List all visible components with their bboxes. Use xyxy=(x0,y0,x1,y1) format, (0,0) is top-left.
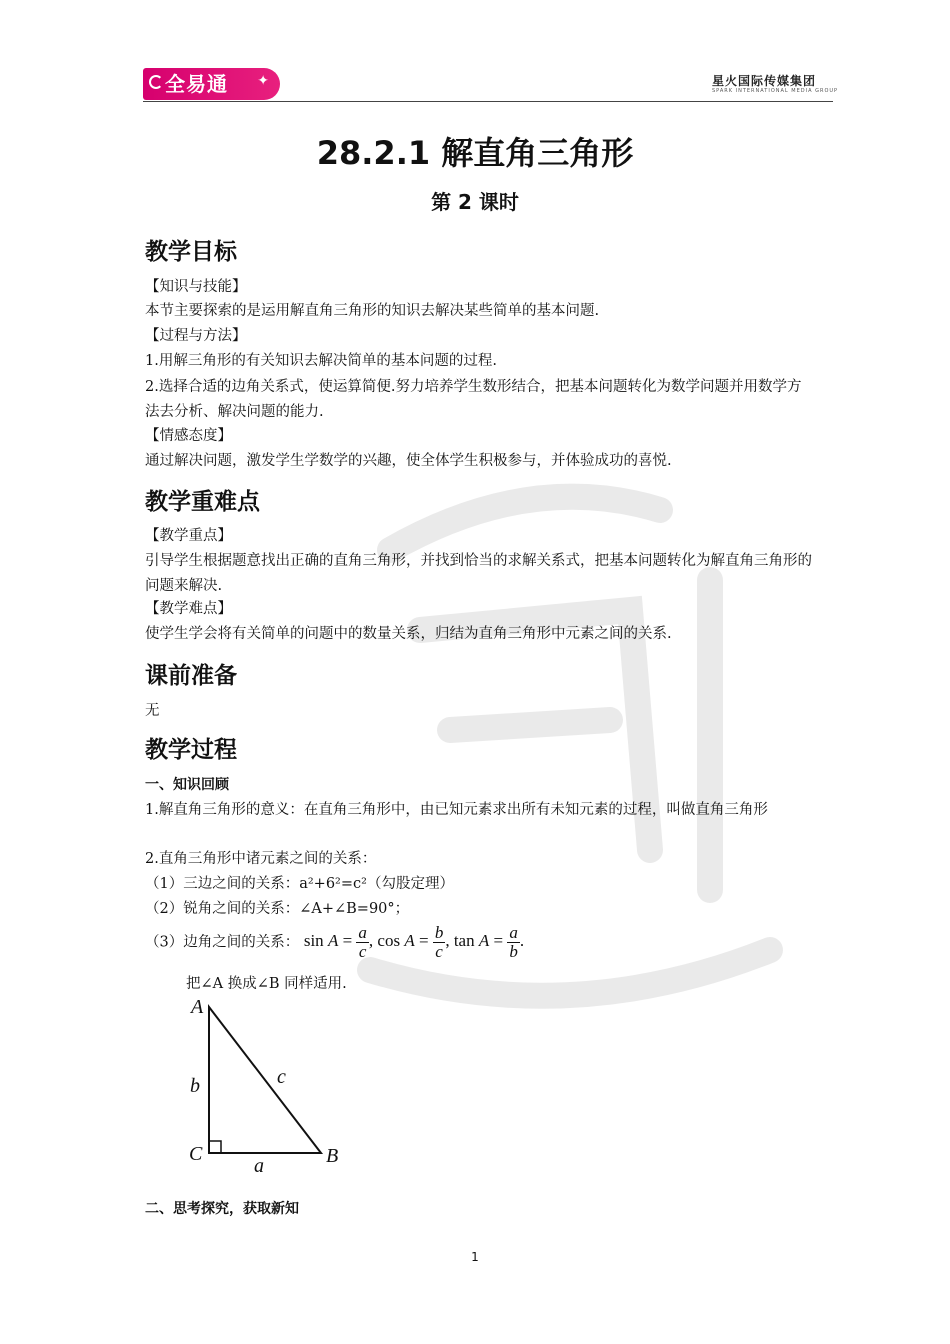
part1-title: 一、知识回顾 xyxy=(145,777,229,793)
knowledge-label: 【知识与技能】 xyxy=(145,279,247,295)
triangle-outline xyxy=(209,1007,321,1153)
process-item-1: 1.用解三角形的有关知识去解决简单的基本问题的过程. xyxy=(145,353,497,369)
section-heading-goals: 教学目标 xyxy=(145,239,237,265)
relation-angles: （2）锐角之间的关系：∠A+∠B=90°； xyxy=(145,901,410,917)
vertex-c-label: C xyxy=(189,1143,203,1165)
side-a-label: a xyxy=(254,1155,264,1175)
page-title: 28.2.1 解直角三角形 xyxy=(316,134,634,172)
relation-side-angle-label: （3）边角之间的关系： xyxy=(145,934,300,951)
recall-item-1: 1.解直角三角形的意义：在直角三角形中，由已知元素求出所有未知元素的过程，叫做直角三角形 xyxy=(145,802,768,818)
right-angle-mark xyxy=(209,1141,221,1153)
formula-note: 把∠A 换成∠B 同样适用. xyxy=(186,976,347,992)
brand-name-en: SPARK INTERNATIONAL MEDIA GROUP xyxy=(712,88,839,94)
sin-formula: sin A = $\frac{a}{c}$ , xyxy=(303,923,378,961)
difficulty-label: 【教学难点】 xyxy=(145,601,232,617)
process-label: 【过程与方法】 xyxy=(145,328,247,344)
page-subtitle: 第 2 课时 xyxy=(431,190,519,214)
side-c-label: c xyxy=(277,1066,286,1088)
emotion-label: 【情感态度】 xyxy=(145,428,232,444)
section-heading-process: 教学过程 xyxy=(145,737,237,763)
right-triangle-figure xyxy=(180,995,350,1175)
logo xyxy=(143,68,280,100)
cos-formula: cos A = $\frac{b}{c}$ , xyxy=(377,923,454,961)
logo-text: 全易通 xyxy=(165,72,228,96)
key-text: 引导学生根据题意找出正确的直角三角形，并找到恰当的求解关系式，把基本问题转化为解直角三角形的问题来解决. xyxy=(145,553,812,594)
process-item-2: 2.选择合适的边角关系式，使运算简便.努力培养学生数形结合，把基本问题转化为数学问题并用数学方法去分析、解决问题的能力. xyxy=(145,379,802,420)
logo-ring-icon xyxy=(149,75,163,89)
section-heading-key-points: 教学重难点 xyxy=(145,489,260,515)
sparkle-icon: ✦ xyxy=(257,73,270,89)
preparation-text: 无 xyxy=(145,703,160,719)
page-number: 1 xyxy=(471,1250,479,1264)
key-label: 【教学重点】 xyxy=(145,528,232,544)
tan-formula: tan A = $\frac{a}{b}$ . xyxy=(453,923,525,961)
section-heading-preparation: 课前准备 xyxy=(145,663,237,689)
knowledge-text: 本节主要探索的是运用解直角三角形的知识去解决某些简单的基本问题. xyxy=(145,303,600,319)
relation-side-angle xyxy=(145,924,524,961)
relation-sides: （1）三边之间的关系：a²+6²=c²（勾股定理） xyxy=(145,876,454,892)
side-b-label: b xyxy=(190,1075,200,1097)
header-divider xyxy=(143,101,833,102)
vertex-b-label: B xyxy=(326,1145,339,1167)
emotion-text: 通过解决问题，激发学生学数学的兴趣，使全体学生积极参与，并体验成功的喜悦. xyxy=(145,453,672,469)
recall-item-2: 2.直角三角形中诸元素之间的关系： xyxy=(145,851,377,867)
part2-title: 二、思考探究，获取新知 xyxy=(145,1201,299,1217)
difficulty-text: 使学生学会将有关简单的问题中的数量关系，归结为直角三角形中元素之间的关系. xyxy=(145,626,672,642)
brand-name: 星火国际传媒集团 xyxy=(712,74,817,88)
vertex-a-label: A xyxy=(191,996,204,1018)
